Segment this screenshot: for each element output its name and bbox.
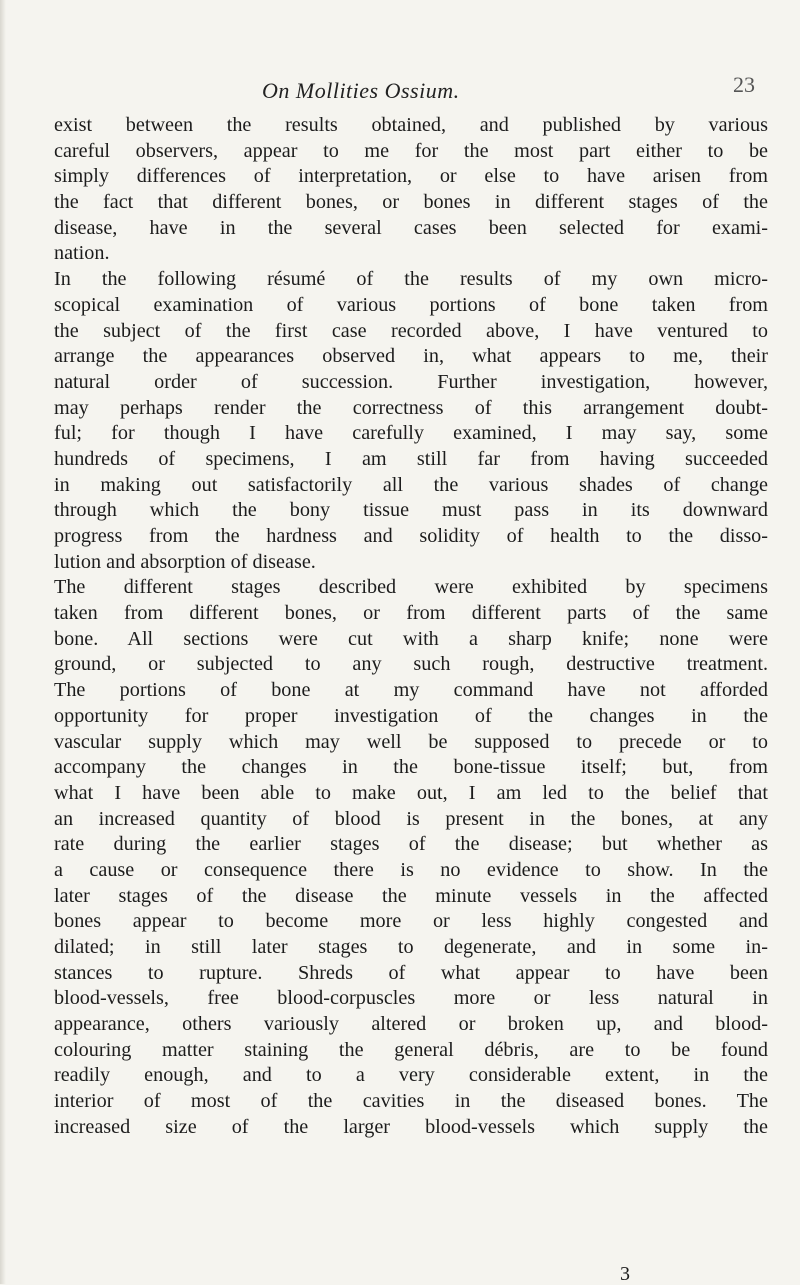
text-line: progress from the hardness and solidity of health to the disso- xyxy=(54,525,768,547)
text-line: readily enough, and to a very considerable extent, in the xyxy=(54,1064,768,1087)
text-line: hundreds of specimens, I am still far from having succeeded xyxy=(54,447,768,470)
text-line: stances to rupture. Shreds of what appear to have been xyxy=(54,961,768,984)
text-line: blood-vessels, free blood-corpuscles more or less natural in xyxy=(54,987,768,1010)
text-line: scopical examination of various portions of bone taken from xyxy=(54,293,768,316)
text-line: nation. xyxy=(54,242,110,265)
page-edge xyxy=(0,0,6,1284)
text-line: bone. All sections were cut with a sharp knife; none were xyxy=(54,627,768,650)
text-line: simply differences of interpretation, or else to have arisen from xyxy=(54,165,768,188)
text-line: through which the bony tissue must pass in its downward xyxy=(54,499,768,522)
text-line: The portions of bone at my command have not afforded xyxy=(54,679,768,702)
text-line: appearance, others variously altered or broken up, and blood- xyxy=(54,1013,768,1036)
text-line: accompany the changes in the bone-tissue itself; but, from xyxy=(54,756,768,779)
signature-mark: 3 xyxy=(620,1263,630,1285)
text-line: disease, have in the several cases been selected for exami- xyxy=(54,216,768,239)
text-line: bones appear to become more or less highly congested and xyxy=(54,910,768,933)
text-line: natural order of succession. Further investigation, however, xyxy=(54,370,768,393)
text-line: exist between the results obtained, and published by various xyxy=(54,114,768,136)
text-line: dilated; in still later stages to degenerate, and in some in- xyxy=(54,936,768,958)
text-line: The different stages described were exhibited by specimens xyxy=(54,576,768,599)
text-line: vascular supply which may well be supposed to precede or to xyxy=(54,730,768,753)
text-line: arrange the appearances observed in, what appears to me, their xyxy=(54,345,768,368)
text-line: may perhaps render the correctness of this arrangement doubt- xyxy=(54,396,768,419)
text-line: interior of most of the cavities in the diseased bones. The xyxy=(54,1090,768,1113)
body-text xyxy=(54,113,768,1141)
text-line: the subject of the first case recorded above, I have ventured to xyxy=(54,319,768,342)
text-line: ground, or subjected to any such rough, destructive treatment. xyxy=(54,653,768,676)
page-number: 23 xyxy=(733,72,755,97)
text-line: a cause or consequence there is no evidence to show. In the xyxy=(54,858,768,881)
text-line: later stages of the disease the minute vessels in the affected xyxy=(54,884,768,907)
text-line: what I have been able to make out, I am led to the belief that xyxy=(54,781,768,804)
text-line: In the following résumé of the results of my own micro- xyxy=(54,268,768,291)
text-line: careful observers, appear to me for the most part either to be xyxy=(54,139,768,162)
text-line: the fact that different bones, or bones in different stages of the xyxy=(54,191,768,214)
running-head: On Mollities Ossium. xyxy=(262,78,460,103)
text-line: an increased quantity of blood is present in the bones, at any xyxy=(54,807,768,830)
text-line: rate during the earlier stages of the disease; but whether as xyxy=(54,833,768,856)
text-line: lution and absorption of disease. xyxy=(54,550,316,573)
text-line: in making out satisfactorily all the various shades of change xyxy=(54,473,768,496)
text-line: ful; for though I have carefully examined, I may say, some xyxy=(54,422,768,445)
text-line: colouring matter staining the general débris, are to be found xyxy=(54,1038,768,1061)
text-line: opportunity for proper investigation of the changes in the xyxy=(54,704,768,727)
text-line: increased size of the larger blood-vessels which supply the xyxy=(54,1115,768,1138)
text-line: taken from different bones, or from different parts of the same xyxy=(54,602,768,625)
